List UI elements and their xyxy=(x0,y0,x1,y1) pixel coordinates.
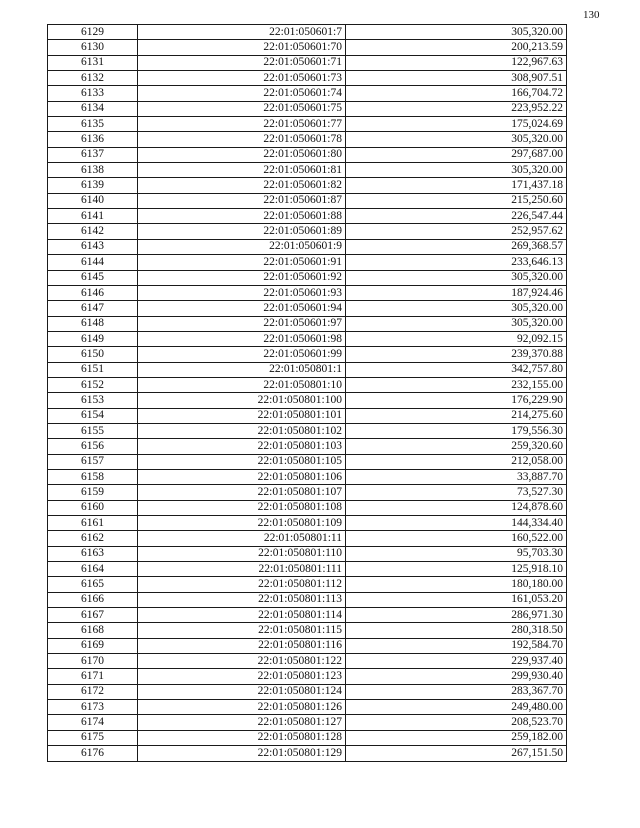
row-number-cell: 6170 xyxy=(48,654,138,669)
cadastral-value-cell: 192,584.70 xyxy=(346,638,567,653)
cadastral-value-cell: 33,887.70 xyxy=(346,469,567,484)
table-row xyxy=(48,132,567,147)
row-number-cell: 6132 xyxy=(48,71,138,86)
table-row xyxy=(48,209,567,224)
row-number-cell: 6152 xyxy=(48,377,138,392)
cadastral-number-cell: 22:01:050601:9 xyxy=(138,239,346,254)
cadastral-number-cell: 22:01:050801:105 xyxy=(138,454,346,469)
cadastral-value-cell: 212,058.00 xyxy=(346,454,567,469)
table-row xyxy=(48,362,567,377)
cadastral-value-cell: 299,930.40 xyxy=(346,669,567,684)
cadastral-number-cell: 22:01:050801:122 xyxy=(138,654,346,669)
cadastral-value-cell: 160,522.00 xyxy=(346,531,567,546)
table-row xyxy=(48,669,567,684)
cadastral-number-cell: 22:01:050801:112 xyxy=(138,577,346,592)
cadastral-value-cell: 283,367.70 xyxy=(346,684,567,699)
cadastral-value-cell: 305,320.00 xyxy=(346,270,567,285)
row-number-cell: 6173 xyxy=(48,700,138,715)
cadastral-value-cell: 229,937.40 xyxy=(346,654,567,669)
table-row xyxy=(48,423,567,438)
table-row xyxy=(48,746,567,761)
cadastral-value-cell: 73,527.30 xyxy=(346,485,567,500)
row-number-cell: 6135 xyxy=(48,117,138,132)
row-number-cell: 6136 xyxy=(48,132,138,147)
cadastral-value-cell: 175,024.69 xyxy=(346,117,567,132)
row-number-cell: 6143 xyxy=(48,239,138,254)
cadastral-value-cell: 305,320.00 xyxy=(346,163,567,178)
row-number-cell: 6147 xyxy=(48,301,138,316)
cadastral-value-cell: 223,952.22 xyxy=(346,101,567,116)
cadastral-number-cell: 22:01:050601:89 xyxy=(138,224,346,239)
cadastral-number-cell: 22:01:050601:98 xyxy=(138,331,346,346)
cadastral-number-cell: 22:01:050801:114 xyxy=(138,608,346,623)
cadastral-value-cell: 286,971.30 xyxy=(346,608,567,623)
cadastral-number-cell: 22:01:050601:93 xyxy=(138,285,346,300)
table-row xyxy=(48,224,567,239)
table-row xyxy=(48,439,567,454)
cadastral-value-cell: 297,687.00 xyxy=(346,147,567,162)
cadastral-number-cell: 22:01:050801:128 xyxy=(138,730,346,745)
page-number: 130 xyxy=(583,9,600,21)
cadastral-number-cell: 22:01:050801:127 xyxy=(138,715,346,730)
row-number-cell: 6156 xyxy=(48,439,138,454)
cadastral-number-cell: 22:01:050601:74 xyxy=(138,86,346,101)
row-number-cell: 6146 xyxy=(48,285,138,300)
cadastral-value-cell: 200,213.59 xyxy=(346,40,567,55)
row-number-cell: 6159 xyxy=(48,485,138,500)
cadastral-number-cell: 22:01:050601:78 xyxy=(138,132,346,147)
row-number-cell: 6133 xyxy=(48,86,138,101)
row-number-cell: 6162 xyxy=(48,531,138,546)
row-number-cell: 6172 xyxy=(48,684,138,699)
cadastral-number-cell: 22:01:050801:11 xyxy=(138,531,346,546)
cadastral-value-cell: 171,437.18 xyxy=(346,178,567,193)
table-row xyxy=(48,500,567,515)
cadastral-value-cell: 233,646.13 xyxy=(346,255,567,270)
row-number-cell: 6169 xyxy=(48,638,138,653)
row-number-cell: 6163 xyxy=(48,546,138,561)
cadastral-number-cell: 22:01:050801:101 xyxy=(138,408,346,423)
row-number-cell: 6171 xyxy=(48,669,138,684)
cadastral-number-cell: 22:01:050601:91 xyxy=(138,255,346,270)
cadastral-value-cell: 215,250.60 xyxy=(346,193,567,208)
table-row xyxy=(48,255,567,270)
row-number-cell: 6142 xyxy=(48,224,138,239)
cadastral-value-cell: 305,320.00 xyxy=(346,25,567,40)
table-row xyxy=(48,239,567,254)
cadastral-number-cell: 22:01:050601:87 xyxy=(138,193,346,208)
cadastral-value-cell: 239,370.88 xyxy=(346,347,567,362)
cadastral-number-cell: 22:01:050801:100 xyxy=(138,393,346,408)
row-number-cell: 6151 xyxy=(48,362,138,377)
table-row xyxy=(48,331,567,346)
table-row xyxy=(48,86,567,101)
cadastral-value-cell: 226,547.44 xyxy=(346,209,567,224)
cadastral-number-cell: 22:01:050601:94 xyxy=(138,301,346,316)
cadastral-number-cell: 22:01:050601:92 xyxy=(138,270,346,285)
row-number-cell: 6176 xyxy=(48,746,138,761)
row-number-cell: 6134 xyxy=(48,101,138,116)
cadastral-number-cell: 22:01:050801:113 xyxy=(138,592,346,607)
row-number-cell: 6138 xyxy=(48,163,138,178)
row-number-cell: 6166 xyxy=(48,592,138,607)
table-row xyxy=(48,316,567,331)
registry-table xyxy=(47,24,567,762)
cadastral-number-cell: 22:01:050601:7 xyxy=(138,25,346,40)
cadastral-value-cell: 161,053.20 xyxy=(346,592,567,607)
cadastral-number-cell: 22:01:050801:10 xyxy=(138,377,346,392)
table-row xyxy=(48,347,567,362)
row-number-cell: 6168 xyxy=(48,623,138,638)
table-row xyxy=(48,117,567,132)
table-row xyxy=(48,270,567,285)
table-row xyxy=(48,485,567,500)
row-number-cell: 6149 xyxy=(48,331,138,346)
cadastral-value-cell: 280,318.50 xyxy=(346,623,567,638)
row-number-cell: 6157 xyxy=(48,454,138,469)
row-number-cell: 6130 xyxy=(48,40,138,55)
cadastral-value-cell: 269,368.57 xyxy=(346,239,567,254)
table-row xyxy=(48,40,567,55)
cadastral-value-cell: 176,229.90 xyxy=(346,393,567,408)
table-row xyxy=(48,193,567,208)
row-number-cell: 6167 xyxy=(48,608,138,623)
cadastral-value-cell: 308,907.51 xyxy=(346,71,567,86)
cadastral-number-cell: 22:01:050801:103 xyxy=(138,439,346,454)
cadastral-value-cell: 252,957.62 xyxy=(346,224,567,239)
cadastral-number-cell: 22:01:050801:102 xyxy=(138,423,346,438)
table-row xyxy=(48,285,567,300)
cadastral-number-cell: 22:01:050801:126 xyxy=(138,700,346,715)
table-row xyxy=(48,531,567,546)
cadastral-value-cell: 232,155.00 xyxy=(346,377,567,392)
cadastral-number-cell: 22:01:050601:81 xyxy=(138,163,346,178)
row-number-cell: 6174 xyxy=(48,715,138,730)
table-row xyxy=(48,654,567,669)
row-number-cell: 6155 xyxy=(48,423,138,438)
table-row xyxy=(48,377,567,392)
cadastral-number-cell: 22:01:050601:75 xyxy=(138,101,346,116)
cadastral-number-cell: 22:01:050801:106 xyxy=(138,469,346,484)
row-number-cell: 6150 xyxy=(48,347,138,362)
row-number-cell: 6148 xyxy=(48,316,138,331)
cadastral-value-cell: 249,480.00 xyxy=(346,700,567,715)
cadastral-value-cell: 208,523.70 xyxy=(346,715,567,730)
row-number-cell: 6165 xyxy=(48,577,138,592)
table-row xyxy=(48,684,567,699)
cadastral-number-cell: 22:01:050801:116 xyxy=(138,638,346,653)
table-row xyxy=(48,393,567,408)
table-row xyxy=(48,715,567,730)
cadastral-value-cell: 259,182.00 xyxy=(346,730,567,745)
cadastral-number-cell: 22:01:050601:88 xyxy=(138,209,346,224)
cadastral-number-cell: 22:01:050601:71 xyxy=(138,55,346,70)
row-number-cell: 6141 xyxy=(48,209,138,224)
cadastral-value-cell: 259,320.60 xyxy=(346,439,567,454)
table-row xyxy=(48,25,567,40)
cadastral-number-cell: 22:01:050601:73 xyxy=(138,71,346,86)
table-row xyxy=(48,608,567,623)
row-number-cell: 6158 xyxy=(48,469,138,484)
cadastral-number-cell: 22:01:050801:107 xyxy=(138,485,346,500)
table-row xyxy=(48,562,567,577)
row-number-cell: 6154 xyxy=(48,408,138,423)
row-number-cell: 6131 xyxy=(48,55,138,70)
cadastral-number-cell: 22:01:050801:129 xyxy=(138,746,346,761)
cadastral-number-cell: 22:01:050601:97 xyxy=(138,316,346,331)
cadastral-number-cell: 22:01:050801:108 xyxy=(138,500,346,515)
row-number-cell: 6129 xyxy=(48,25,138,40)
cadastral-number-cell: 22:01:050601:70 xyxy=(138,40,346,55)
cadastral-value-cell: 179,556.30 xyxy=(346,423,567,438)
table-row xyxy=(48,577,567,592)
row-number-cell: 6175 xyxy=(48,730,138,745)
table-row xyxy=(48,163,567,178)
cadastral-value-cell: 95,703.30 xyxy=(346,546,567,561)
cadastral-value-cell: 180,180.00 xyxy=(346,577,567,592)
table-row xyxy=(48,55,567,70)
registry-table-body xyxy=(48,25,567,762)
cadastral-value-cell: 124,878.60 xyxy=(346,500,567,515)
cadastral-number-cell: 22:01:050601:77 xyxy=(138,117,346,132)
cadastral-number-cell: 22:01:050801:110 xyxy=(138,546,346,561)
table-row xyxy=(48,301,567,316)
cadastral-number-cell: 22:01:050601:99 xyxy=(138,347,346,362)
row-number-cell: 6160 xyxy=(48,500,138,515)
cadastral-number-cell: 22:01:050801:124 xyxy=(138,684,346,699)
row-number-cell: 6140 xyxy=(48,193,138,208)
table-row xyxy=(48,178,567,193)
table-row xyxy=(48,623,567,638)
cadastral-value-cell: 214,275.60 xyxy=(346,408,567,423)
table-row xyxy=(48,516,567,531)
cadastral-value-cell: 267,151.50 xyxy=(346,746,567,761)
row-number-cell: 6153 xyxy=(48,393,138,408)
cadastral-number-cell: 22:01:050801:109 xyxy=(138,516,346,531)
cadastral-value-cell: 122,967.63 xyxy=(346,55,567,70)
table-row xyxy=(48,147,567,162)
row-number-cell: 6137 xyxy=(48,147,138,162)
cadastral-value-cell: 125,918.10 xyxy=(346,562,567,577)
row-number-cell: 6139 xyxy=(48,178,138,193)
table-row xyxy=(48,638,567,653)
cadastral-number-cell: 22:01:050801:115 xyxy=(138,623,346,638)
cadastral-value-cell: 187,924.46 xyxy=(346,285,567,300)
cadastral-number-cell: 22:01:050601:80 xyxy=(138,147,346,162)
cadastral-value-cell: 166,704.72 xyxy=(346,86,567,101)
cadastral-value-cell: 144,334.40 xyxy=(346,516,567,531)
cadastral-number-cell: 22:01:050601:82 xyxy=(138,178,346,193)
table-row xyxy=(48,101,567,116)
cadastral-value-cell: 305,320.00 xyxy=(346,132,567,147)
row-number-cell: 6161 xyxy=(48,516,138,531)
cadastral-value-cell: 305,320.00 xyxy=(346,316,567,331)
table-row xyxy=(48,454,567,469)
row-number-cell: 6145 xyxy=(48,270,138,285)
cadastral-number-cell: 22:01:050801:123 xyxy=(138,669,346,684)
table-row xyxy=(48,408,567,423)
cadastral-number-cell: 22:01:050801:111 xyxy=(138,562,346,577)
table-row xyxy=(48,592,567,607)
table-row xyxy=(48,71,567,86)
table-row xyxy=(48,469,567,484)
cadastral-number-cell: 22:01:050801:1 xyxy=(138,362,346,377)
table-row xyxy=(48,730,567,745)
table-row xyxy=(48,546,567,561)
cadastral-value-cell: 342,757.80 xyxy=(346,362,567,377)
row-number-cell: 6144 xyxy=(48,255,138,270)
table-row xyxy=(48,700,567,715)
cadastral-value-cell: 305,320.00 xyxy=(346,301,567,316)
cadastral-value-cell: 92,092.15 xyxy=(346,331,567,346)
row-number-cell: 6164 xyxy=(48,562,138,577)
